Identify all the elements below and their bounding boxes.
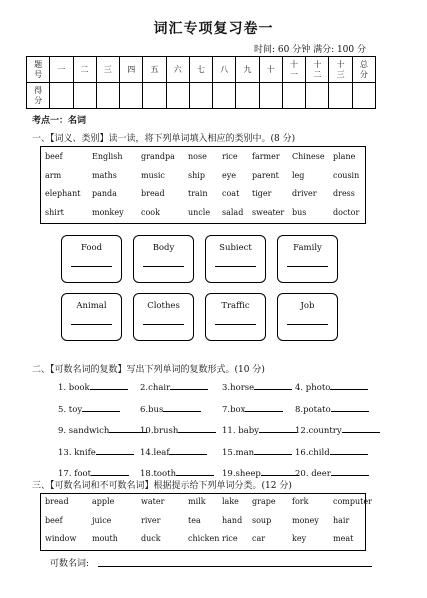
question-number-cell: 十 一 [282,57,305,83]
plural-answer-blank[interactable] [178,424,216,433]
plural-answer-blank[interactable] [82,403,120,412]
plural-item [58,446,134,458]
category-answer-line[interactable] [287,324,328,325]
category-answer-line[interactable] [71,324,112,325]
plural-word: 18.tooth [140,469,177,479]
q3-word: bread [45,497,69,506]
category-label: Job [300,301,315,311]
plural-answer-blank[interactable] [176,467,214,476]
score-cell[interactable] [352,83,375,109]
q3-word: key [292,534,307,543]
score-cell[interactable] [236,83,259,109]
q3-word: river [141,515,161,525]
question-number-cell: 七 [189,57,212,83]
plural-word: 16.child [295,447,330,458]
plural-answer-blank[interactable] [91,467,129,476]
q1-word: monkey [92,207,124,217]
category-answer-line[interactable] [71,266,112,267]
q1-word: uncle [188,207,211,217]
plural-word: 6.bus [140,404,164,415]
q1-word: cousin [333,170,360,180]
q3-word: window [45,534,77,543]
q1-instruction: 一、【词义、类别】读一读，将下列单词填入相应的类别中。(8 分) [32,134,296,144]
q1-word: elephant [45,189,81,198]
q3-word: chicken [188,534,220,543]
q3-word: computer [333,497,372,506]
category-box-food [61,235,122,283]
countable-label: 可数名词: [50,559,90,569]
score-cell[interactable] [166,83,189,109]
q1-word: doctor [333,207,360,217]
q1-word: grandpa [141,152,175,161]
plural-answer-blank[interactable] [245,403,283,412]
plural-word: 3.horse [222,383,255,393]
plural-answer-blank[interactable] [254,446,292,455]
q3-word: milk [188,497,206,506]
question-number-cell: 四 [120,57,143,83]
q1-word: shirt [45,207,64,217]
q1-word: nose [188,152,207,161]
category-box-body [133,235,194,283]
q3-word: soup [252,515,272,525]
plural-item [295,446,368,458]
plural-answer-blank[interactable] [254,381,292,390]
q1-word: leg [292,170,305,180]
q1-word: music [141,170,165,180]
category-box-clothes [133,293,194,341]
plural-word: 15.man [222,447,255,458]
plural-word: 9. sandwich [58,426,110,436]
category-box-job [277,293,338,341]
q2-instruction: 二、【可数名词的复数】写出下列单词的复数形式。(10 分) [32,365,265,375]
q1-word: train [188,189,208,198]
q1-word: beef [45,152,63,161]
question-number-cell: 十 二 [306,57,329,83]
plural-word: 20. deer [295,469,331,479]
plural-item [140,424,216,436]
score-table [26,56,376,109]
score-cell[interactable] [306,83,329,109]
q3-word: hand [222,515,243,525]
q3-word: juice [92,515,112,525]
q1-word: farmer [252,152,280,161]
category-box-traffic [205,293,266,341]
plural-item [295,467,369,479]
category-answer-line[interactable] [143,324,184,325]
q1-word: parent [252,170,279,180]
score-row-scores [27,83,376,109]
plural-answer-blank[interactable] [331,467,369,476]
q3-word: hair [333,515,350,525]
q3-word: apple [92,497,115,506]
score-cell[interactable] [50,83,73,109]
plural-item [222,403,283,415]
plural-item [222,424,297,436]
section-heading: 考点一：名词 [32,116,87,126]
q1-word: English [92,152,123,161]
q3-word: lake [222,497,239,506]
category-box-family [277,235,338,283]
plural-answer-blank[interactable] [330,446,368,455]
q1-word: cook [141,207,160,217]
plural-word: 13. knife [58,447,96,458]
category-answer-line[interactable] [287,266,328,267]
category-label: Subiect [219,243,252,253]
plural-word: 5. toy [58,404,83,415]
q1-word: eye [222,170,236,180]
q1-word: panda [92,189,117,198]
exam-meta: 时间: 60 分钟 满分: 100 分 [254,45,366,55]
category-label: Family [293,243,322,253]
plural-item [58,381,128,393]
q3-word: rice [222,534,238,543]
q3-word: tea [188,515,201,525]
q1-word: rice [222,152,238,161]
plural-item [295,424,380,436]
q1-word: bread [141,189,165,198]
plural-item [222,446,292,458]
category-answer-line[interactable] [215,324,256,325]
plural-word: 2.chair [140,383,171,393]
plural-answer-blank[interactable] [259,424,297,433]
question-number-cell: 二 [73,57,96,83]
plural-answer-blank[interactable] [96,446,134,455]
plural-answer-blank[interactable] [170,381,208,390]
score-cell[interactable] [259,83,282,109]
question-number-cell: 九 [236,57,259,83]
question-number-cell: 总 分 [352,57,375,83]
plural-answer-blank[interactable] [331,403,369,412]
score-cell[interactable] [213,83,236,109]
score-cell[interactable] [120,83,143,109]
score-cell[interactable] [282,83,305,109]
category-box-animal [61,293,122,341]
q1-word: sweater [252,207,285,217]
q1-word: arm [45,170,62,180]
plural-word: 11. baby [222,426,259,436]
q3-word: car [252,534,266,543]
question-number-cell: 五 [143,57,166,83]
q1-word: tiger [252,189,272,198]
q3-word: meat [333,534,354,543]
plural-item [295,381,368,393]
plural-word: 17. foot [58,469,92,479]
question-number-cell: 六 [166,57,189,83]
plural-word: 10.brush [140,426,179,436]
score-cell[interactable] [73,83,96,109]
category-label: Food [80,243,103,253]
question-number-cell: 八 [213,57,236,83]
plural-item [222,381,292,393]
category-answer-line[interactable] [215,266,256,267]
category-box-subiect [205,235,266,283]
question-number-cell: 一 [50,57,73,83]
category-label: Body [152,243,175,253]
plural-item [140,467,214,479]
q1-word: ship [188,170,205,180]
score-cell[interactable] [96,83,119,109]
plural-item [222,467,299,479]
q1-word: driver [292,189,317,198]
plural-word: 1. book [58,383,90,393]
countable-answer-line[interactable] [98,566,372,567]
q1-word: dress [333,189,355,198]
score-row-label: 得 分 [27,83,50,109]
q3-word: money [292,515,319,525]
plural-word: 12.country [295,426,342,436]
plural-word: 4. photo [295,383,331,393]
score-cell[interactable] [189,83,212,109]
q3-word: grape [252,497,276,506]
category-label: Traffic [221,301,250,311]
q3-instruction: 三、【可数名词和不可数名词】根据提示给下列单词分类。(12 分) [32,481,292,491]
q1-word: coat [222,189,240,198]
score-cell[interactable] [329,83,352,109]
plural-item [140,403,201,415]
q1-word: Chinese [292,152,325,161]
plural-word: 19.sheep [222,469,261,479]
plural-word: 8.potato [295,404,331,415]
q3-word: water [141,497,165,506]
plural-item [140,381,208,393]
q3-word: fork [292,497,309,506]
plural-answer-blank[interactable] [169,446,207,455]
page-title: 词汇专项复习卷一 [153,21,274,37]
question-number-cell: 十 [259,57,282,83]
q1-word: maths [92,170,117,180]
plural-answer-blank[interactable] [163,403,201,412]
plural-item [295,403,369,415]
score-cell[interactable] [143,83,166,109]
plural-word: 14.leaf [140,447,170,458]
q1-word: plane [333,152,356,161]
score-row-question-numbers [27,57,376,83]
plural-item [58,467,129,479]
plural-answer-blank[interactable] [90,381,128,390]
q3-word: mouth [92,534,118,543]
category-label: Clothes [147,301,180,311]
plural-item [58,424,147,436]
q1-word: salad [222,207,244,217]
q1-word: bus [292,207,307,217]
plural-answer-blank[interactable] [330,381,368,390]
question-number-cell: 十 三 [329,57,352,83]
q3-word: beef [45,515,63,525]
category-answer-line[interactable] [143,266,184,267]
question-number-cell: 三 [96,57,119,83]
q3-word: duck [141,534,161,543]
plural-item [140,446,207,458]
plural-word: 7.box [222,404,246,415]
plural-answer-blank[interactable] [261,467,299,476]
category-label: Animal [76,301,107,311]
plural-item [58,403,120,415]
plural-answer-blank[interactable] [342,424,380,433]
score-header-cell: 题 号 [27,57,50,83]
